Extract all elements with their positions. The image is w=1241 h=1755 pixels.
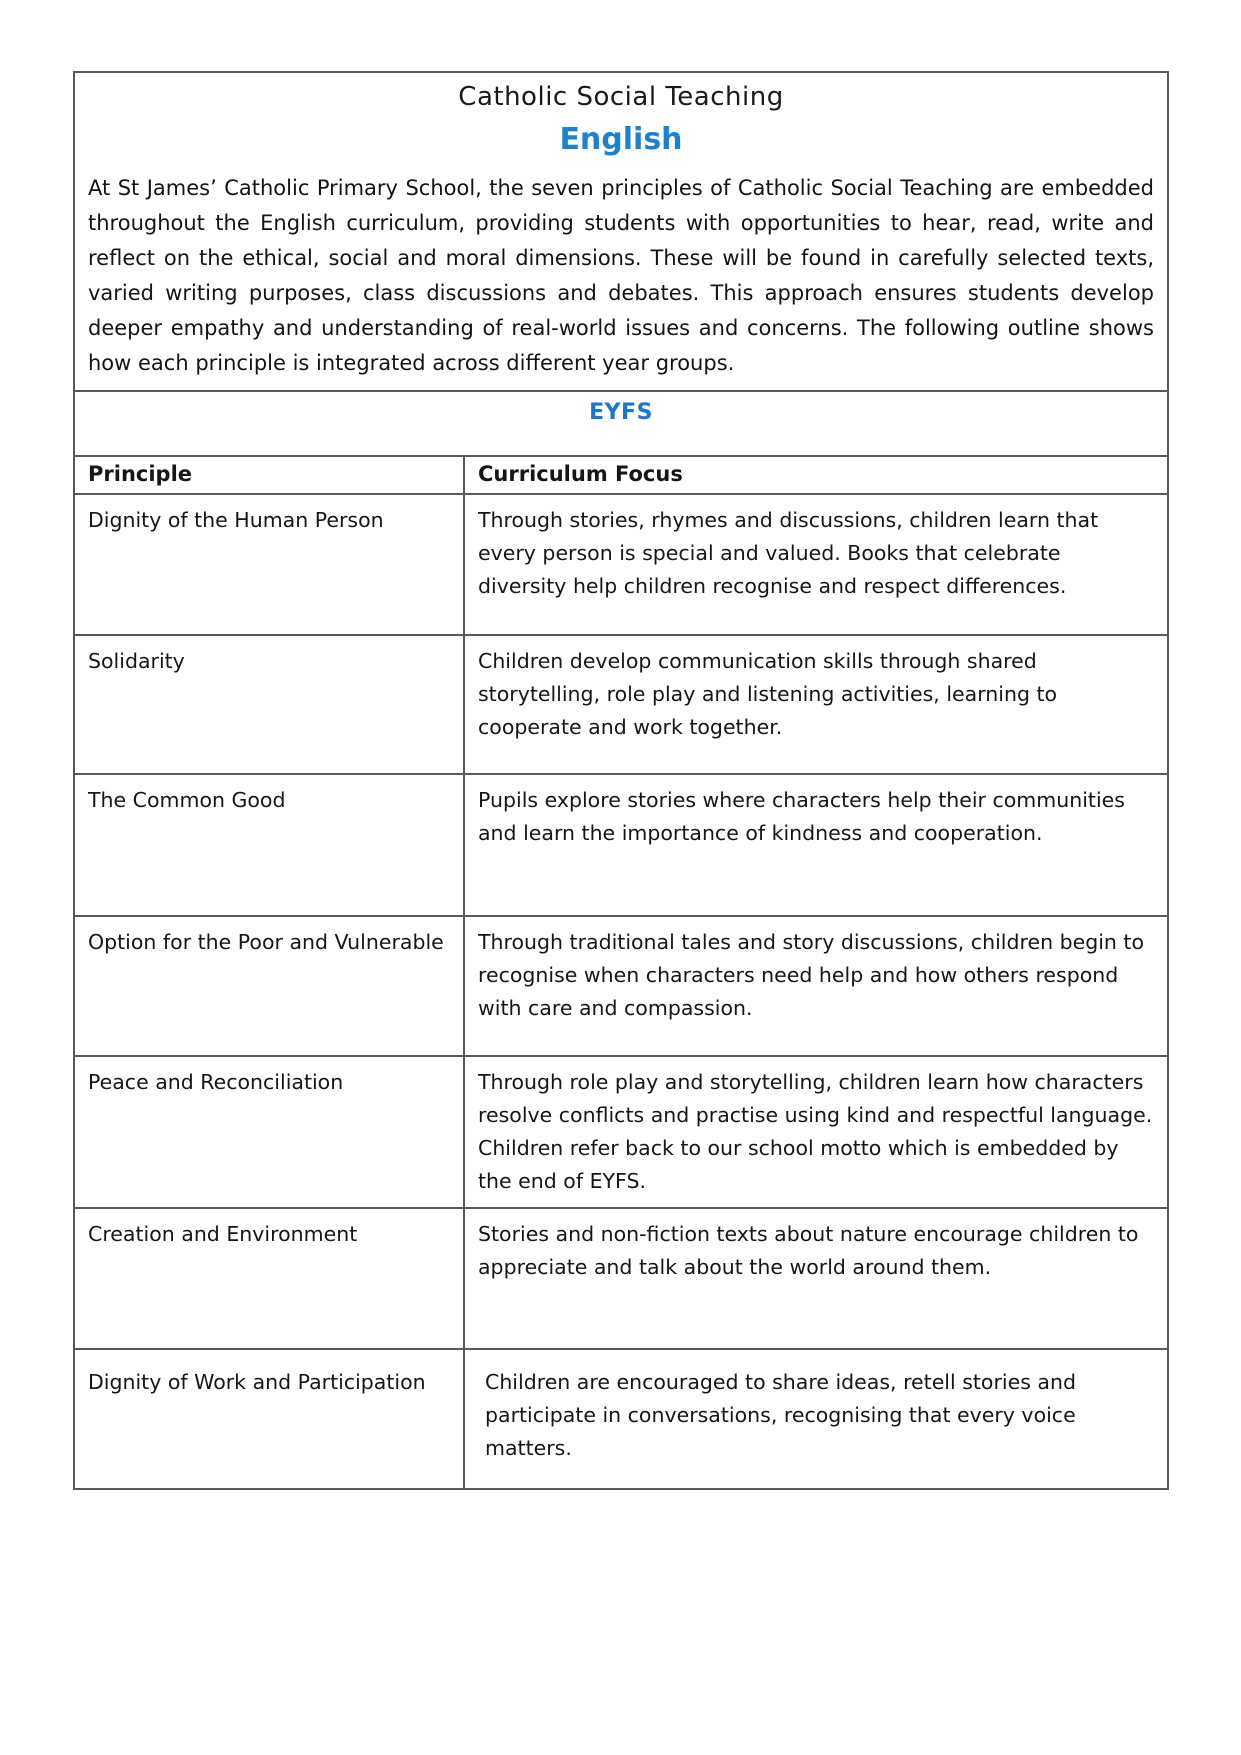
section-header-eyfs: EYFS xyxy=(74,391,1168,456)
table-row xyxy=(74,774,1168,916)
focus-cell: Children develop communication skills through shared storytelling, role play and listening activities, learning to cooperate and work together. xyxy=(464,635,1168,774)
focus-cell: Stories and non-fiction texts about nature encourage children to appreciate and talk about the world around them. xyxy=(464,1208,1168,1349)
column-header-row xyxy=(74,456,1168,494)
table-row xyxy=(74,1208,1168,1349)
focus-cell: Through role play and storytelling, children learn how characters resolve conflicts and practise using kind and respectful language. Children refer back to our school motto which is embedded by the end of EYFS. xyxy=(464,1056,1168,1208)
focus-cell: Through traditional tales and story discussions, children begin to recognise when characters need help and how others respond with care and compassion. xyxy=(464,916,1168,1056)
intro-paragraph: At St James’ Catholic Primary School, the seven principles of Catholic Social Teaching are embedded throughout the English curriculum, providing students with opportunities to hear, read, write and reflect on the ethical, social and moral dimensions. These will be found in carefully selected texts, varied writing purposes, class discussions and debates. This approach ensures students develop deeper empathy and understanding of real-world issues and concerns. The following outline shows how each principle is integrated across different year groups. xyxy=(88,176,1154,375)
principle-cell: Dignity of the Human Person xyxy=(74,494,464,635)
document-page xyxy=(73,71,1167,1490)
page-title: Catholic Social Teaching xyxy=(458,82,784,112)
principle-cell: Solidarity xyxy=(74,635,464,774)
section-header-row xyxy=(74,391,1168,456)
principle-cell: Creation and Environment xyxy=(74,1208,464,1349)
cst-curriculum-table xyxy=(73,71,1169,1490)
table-row xyxy=(74,916,1168,1056)
focus-cell: Through stories, rhymes and discussions, children learn that every person is special and valued. Books that celebrate diversity help children recognise and respect differences. xyxy=(464,494,1168,635)
principle-cell: Option for the Poor and Vulnerable xyxy=(74,916,464,1056)
focus-cell: Children are encouraged to share ideas, retell stories and participate in conversations, recognising that every voice matters. xyxy=(464,1349,1168,1489)
intro-row xyxy=(74,72,1168,391)
table-row xyxy=(74,1056,1168,1208)
focus-cell: Pupils explore stories where characters help their communities and learn the importance of kindness and cooperation. xyxy=(464,774,1168,916)
page-subtitle: English xyxy=(559,122,683,157)
table-row xyxy=(74,1349,1168,1489)
principle-cell: Dignity of Work and Participation xyxy=(74,1349,464,1489)
principle-cell: The Common Good xyxy=(74,774,464,916)
table-row xyxy=(74,635,1168,774)
column-header-curriculum-focus: Curriculum Focus xyxy=(464,456,1168,494)
column-header-principle: Principle xyxy=(74,456,464,494)
intro-section xyxy=(74,72,1168,391)
table-row xyxy=(74,494,1168,635)
principle-cell: Peace and Reconciliation xyxy=(74,1056,464,1208)
